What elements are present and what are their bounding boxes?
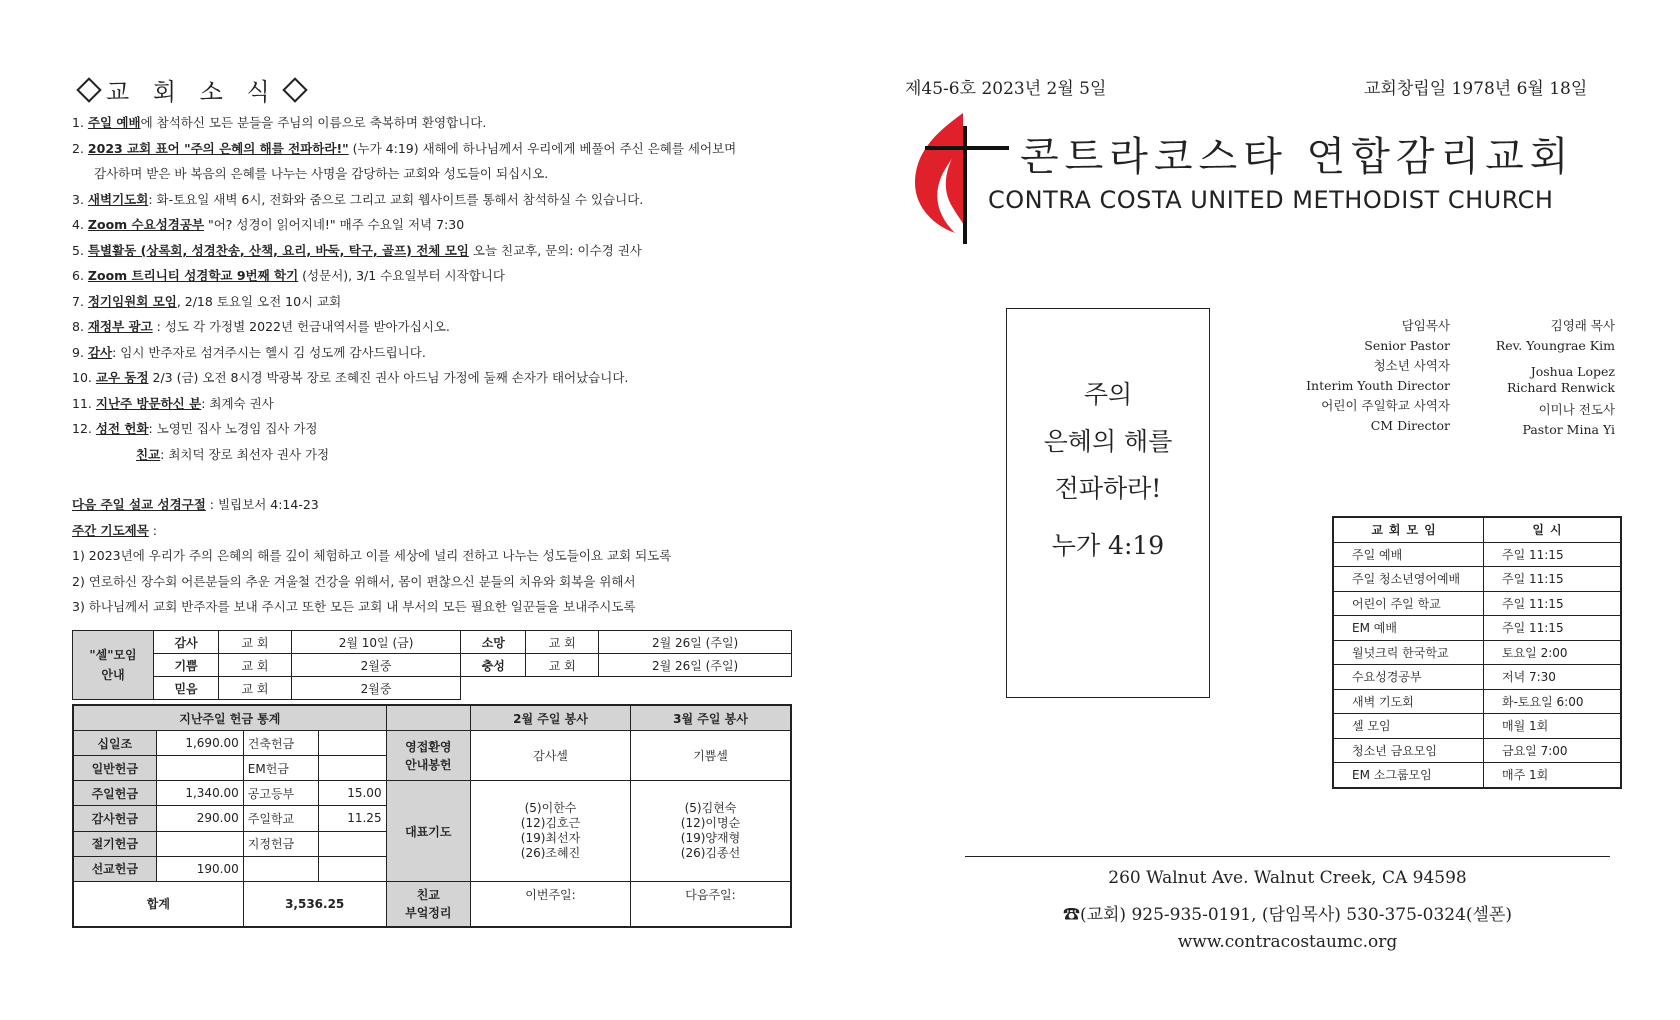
staff-names: 김영래 목사 Rev. Youngrae Kim Joshua Lopez Richard Renwick 이미나 전도사 Pastor Mina Yi [1495,318,1615,437]
news-item: 12. 성전 헌화: 노영민 집사 노경임 집사 가정 [72,421,318,436]
issue-number: 제45-6호 2023년 2월 5일 [905,79,1107,99]
prayer-item: 1) 2023년에 우리가 주의 은혜의 해를 깊이 체험하고 이를 세상에 널리 전하고 나누는 성도들이요 교회 되도록 [72,548,672,563]
news-item: 6. Zoom 트리니티 성경학교 9번째 학기 (성문서), 3/1 수요일부터 시작합니다 [72,268,505,283]
news-item: 11. 지난주 방문하신 분: 최계숙 권사 [72,395,274,411]
prayer-item: 2) 연로하신 장수회 어른분들의 추운 겨울철 건강을 위해서, 몸이 편찮으신 분들의 치유와 회복을 위해서 [72,573,636,589]
motto-verse-box [1006,308,1210,698]
offering-service-table: 지난주일 헌금 통계 2월 주일 봉사 3월 주일 봉사 십일조 1,690.00 건축헌금 영접환영 안내봉헌 감사셀 기쁨셀 일반헌금 EM헌금 주일헌금 1,340.00 공고등부 15.00 대표기도 (5)이한수 (12)김호근 (19)최선자 (26)조혜진 (5)김현숙 (12)이명순 (19)양재형 (26)김종선 감사헌금 290.00 주일학교 11.25 절기헌금 지정헌금 선교헌금 190.00 합계 3,536.25 친교 부엌정리 이번주일: 다음주일: [72,704,792,928]
news-item: 1. 주일 예배에 참석하신 모든 분들을 주님의 이름으로 축복하며 환영합니다. [72,115,487,130]
prayer-heading: 주간 기도제목 : [72,522,157,538]
news-item: 감사하며 받은 바 복음의 은혜를 나누는 사명을 감당하는 교회와 성도들이 되십시오. [94,166,549,181]
founded-date: 교회창립일 1978년 6월 18일 [1364,79,1588,99]
news-item: 9. 감사: 임시 반주자로 섬겨주시는 헬시 김 성도께 감사드립니다. [72,344,426,360]
prayer-mar: (5)김현숙 (12)이명순 (19)양재형 (26)김종선 [630,781,791,881]
prayer-item: 3) 하나님께서 교회 반주자를 보내 주시고 또한 모든 교회 내 부서의 모든 필요한 일꾼들을 보내주시도록 [72,599,636,614]
church-name-korean: 콘트라코스타 연합감리교회 [1020,134,1575,180]
church-meetings-table: 교회모임 일시 주일 예배 주일 11:15 주일 청소년영어예배 주일 11:15 어린이 주일 학교 주일 11:15 EM 예배 주일 11:15 월넛크릭 한국학교 토요일 2:00 수요성경공부 저녁 7:30 새벽 기도회 화-토요일 6:00 셀 모임 매월 1회 청소년 금요모임 금요일 7:00 EM 소그룹모임 매주 1회 [1332,516,1622,789]
verse-line: 은혜의 해를 [1043,427,1173,456]
offering-title: 지난주일 헌금 통계 [73,705,386,731]
news-item: 친교: 최치덕 장로 최선자 권사 가정 [136,446,330,462]
news-item: 10. 교우 동정 2/3 (금) 오전 8시경 박광복 장로 조혜진 권사 아드님 가정에 둘째 손자가 태어났습니다. [72,370,629,385]
news-item: 8. 재정부 광고 : 성도 각 가정별 2022년 헌금내역서를 받아가십시오. [72,319,450,334]
diamond-icon [282,77,307,102]
news-item: 5. 특별활동 (상록회, 성경찬송, 산책, 요리, 바둑, 탁구, 골프) 전체 모임 오늘 친교후, 문의: 이수경 권사 [72,242,642,258]
church-website[interactable]: www.contracostaumc.org [1177,932,1398,952]
news-item: 2. 2023 교회 표어 "주의 은혜의 해를 전파하라!" (누가 4:19) 새해에 하나님께서 우리에게 베풀어 주신 은혜를 세어보며 [72,140,737,156]
cross-flame-logo-icon [905,108,1015,248]
news-item: 7. 정기임원회 모임, 2/18 토요일 오전 10시 교회 [72,293,342,309]
church-address: 260 Walnut Ave. Walnut Creek, CA 94598 [1108,868,1467,888]
news-item: 3. 새벽기도회: 화-토요일 새벽 6시, 전화와 줌으로 그리고 교회 웹사이트를 통해서 참석하실 수 있습니다. [72,191,644,207]
prayer-section [72,492,792,620]
cell-header: "셀"모임 안내 [73,631,154,700]
staff-titles: 담임목사 Senior Pastor 청소년 사역자 Interim Youth Director 어린이 주일학교 사역자 CM Director [1306,318,1450,433]
cell-meeting-table: "셀"모임 안내 감사 교 회 2월 10일 (금) 소망 교 회 2월 26일 (주일) 기쁨 교 회 2월중 충성 교 회 2월 26일 (주일) 믿음 교 회 2월중 [72,630,792,700]
diamond-icon [76,77,101,102]
verse-line: 주의 [1083,380,1133,409]
church-phone: ☎(교회) 925-935-0191, (담임목사) 530-375-0324(셀폰) [1062,905,1513,925]
news-list [72,110,792,467]
divider [965,856,1610,857]
news-title: 교 회 소 식 [72,72,312,107]
prayer-feb: (5)이한수 (12)김호근 (19)최선자 (26)조혜진 [471,781,631,881]
news-item: 4. Zoom 수요성경공부 "어? 성경이 읽어지네!" 매주 수요일 저녁 7:30 [72,217,465,232]
verse-line: 전파하라! [1054,474,1162,503]
next-sermon: 다음 주일 설교 성경구절 : 빌립보서 4:14-23 [72,497,319,512]
church-name-english: CONTRA COSTA UNITED METHODIST CHURCH [988,186,1554,214]
verse-reference: 누가 4:19 [1051,531,1165,560]
